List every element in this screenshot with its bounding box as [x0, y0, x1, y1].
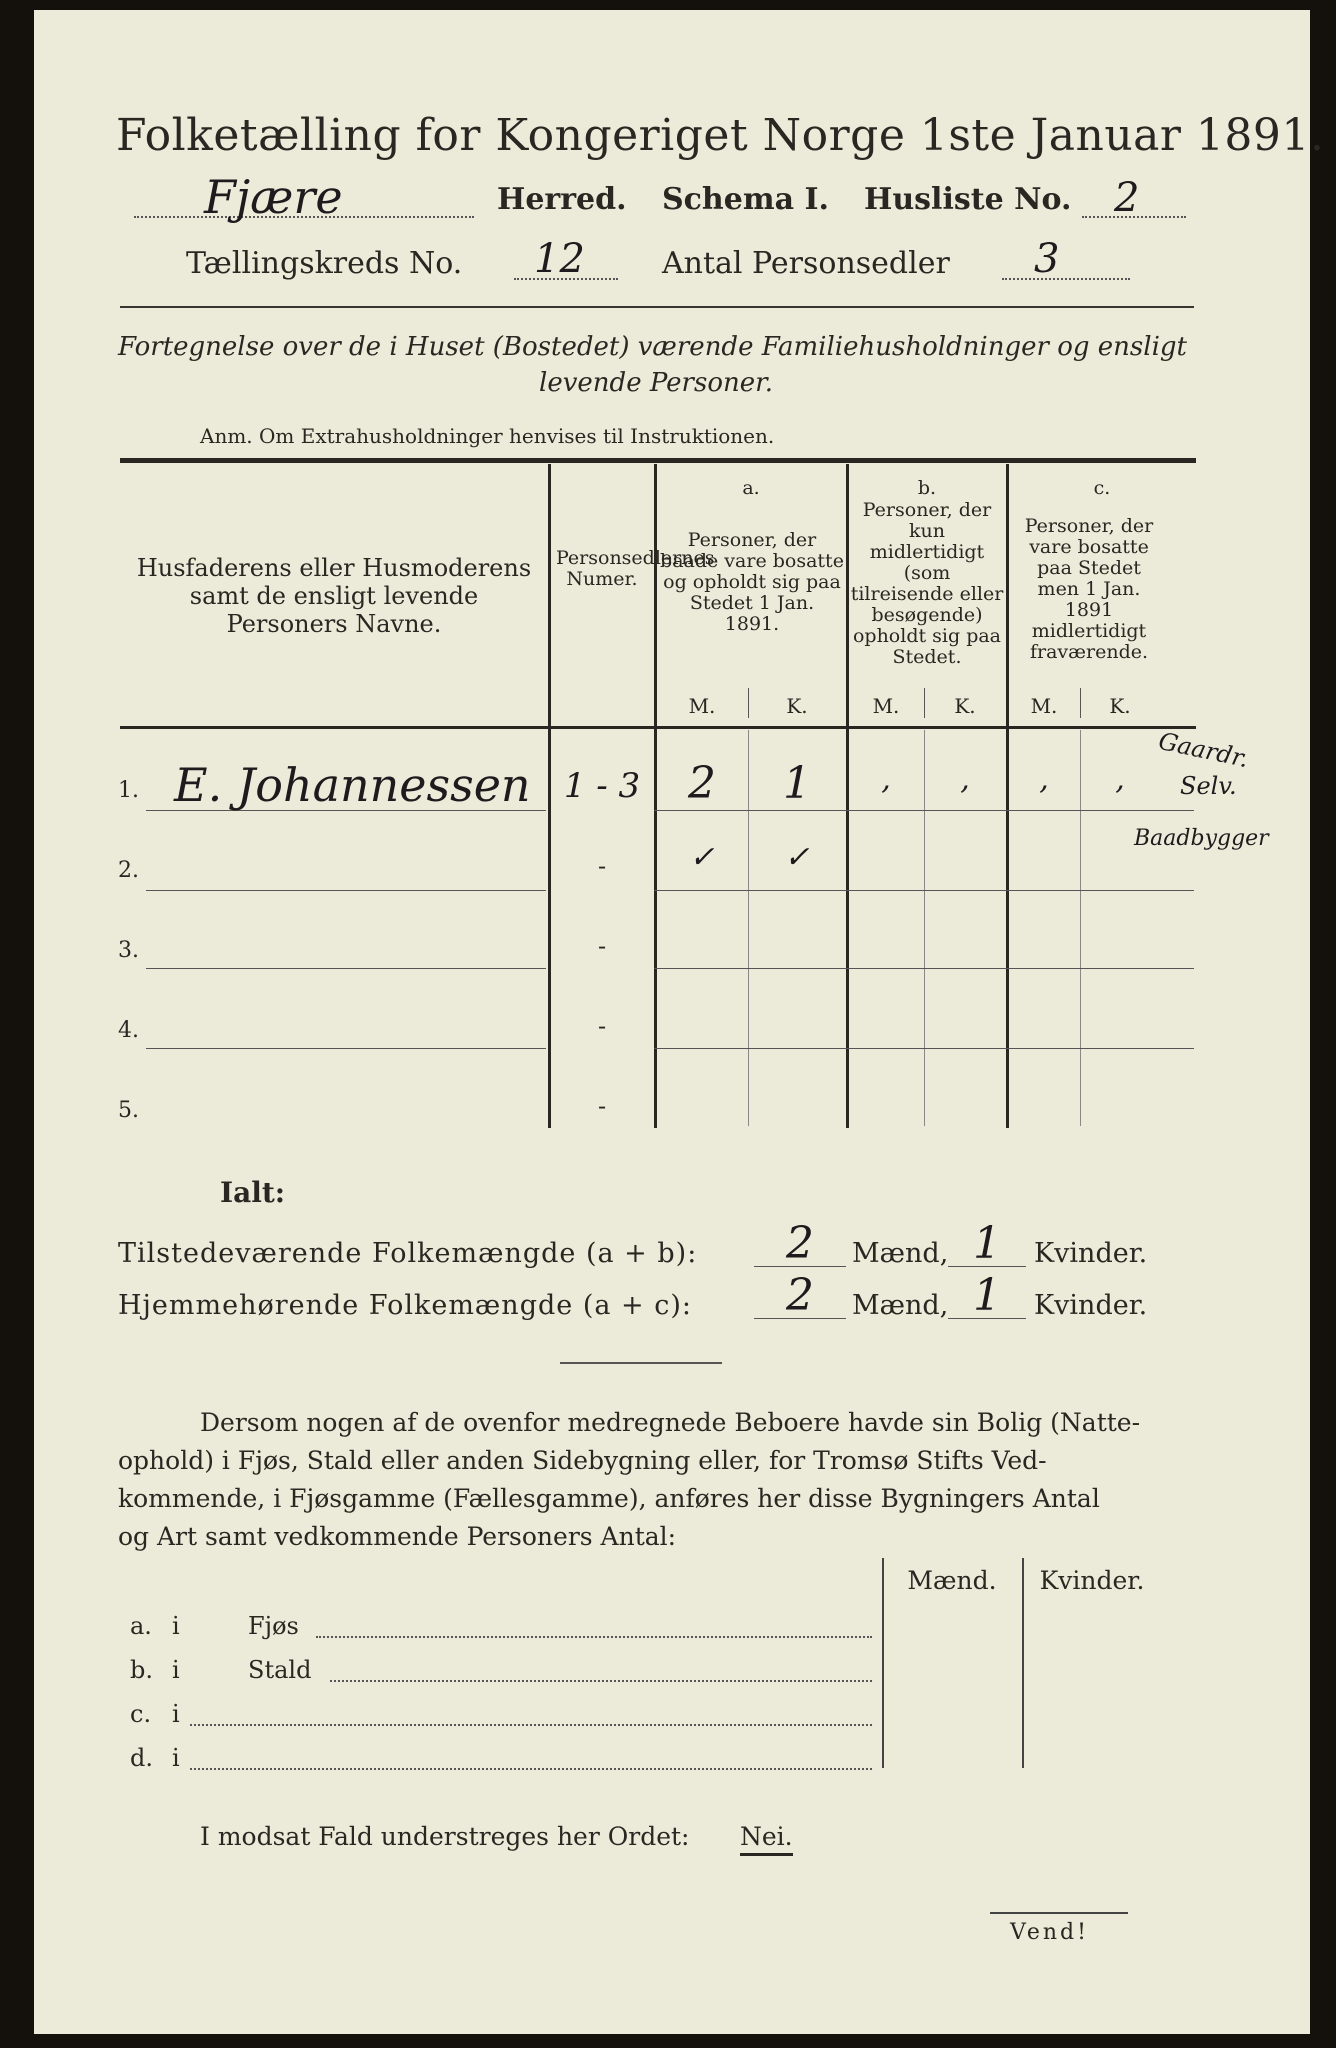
totals-line1-men: 2	[786, 1218, 814, 1269]
outbuildings-para-3: kommende, i Fjøsgamme (Fællesgamme), anføres her disse Bygningers Antal	[118, 1484, 1100, 1513]
col-header-a: Personer, der baade vare bosatte og opholdt sig paa Stedet 1 Jan. 1891.	[660, 529, 844, 635]
herred-label: Herred.	[497, 182, 627, 217]
row-2-numer: -	[597, 852, 607, 880]
schema-label: Schema I.	[662, 182, 829, 217]
col-header-b-letter: b.	[917, 477, 937, 499]
row-5-numer: -	[597, 1092, 607, 1120]
husliste-value: 2	[1114, 175, 1140, 221]
row-4-number: 4.	[118, 1018, 139, 1043]
col-header-b: Personer, der kun midlertidigt (som tilreisende eller besøgende) opholdt sig paa Stedet.	[850, 499, 1004, 668]
margin-note-baadbygger: Baadbygger	[1134, 826, 1269, 851]
margin-note-selv: Selv.	[1180, 772, 1237, 800]
outbuilding-b-prep: i	[172, 1656, 180, 1684]
header-rule	[120, 306, 1194, 308]
antal-value: 3	[1034, 236, 1060, 282]
outbuilding-a-letter: a.	[130, 1612, 152, 1640]
row-2-number: 2.	[118, 858, 139, 883]
col-header-names: Husfaderens eller Husmoderens samt de ensligt levende Personers Navne.	[136, 554, 532, 638]
outbuilding-c-prep: i	[172, 1700, 180, 1728]
sub-header-b-k: K.	[954, 694, 976, 718]
outbuilding-d-prep: i	[172, 1744, 180, 1772]
outbuilding-b-letter: b.	[130, 1656, 153, 1684]
col-header-c-letter: c.	[1093, 477, 1111, 499]
outbuilding-b-label: Stald	[248, 1656, 312, 1684]
row-1-c-m: ,	[1039, 762, 1049, 797]
totals-line1-women: 1	[973, 1218, 1001, 1269]
row-1-a-m: 2	[688, 758, 716, 809]
antal-label: Antal Personsedler	[662, 246, 950, 281]
husliste-label: Husliste No.	[864, 182, 1072, 217]
kreds-value: 12	[534, 236, 585, 282]
census-form	[34, 10, 1325, 2034]
sub-header-a-k: K.	[786, 694, 808, 718]
nei-word: Nei.	[740, 1822, 793, 1856]
row-3-number: 3.	[118, 938, 139, 963]
sub-header-a-m: M.	[688, 694, 716, 718]
totals-line2-label: Hjemmehørende Folkemængde (a + c):	[118, 1290, 692, 1321]
totals-line2-maend: Mænd,	[852, 1290, 949, 1321]
anm-note: Anm. Om Extrahusholdninger henvises til Instruktionen.	[200, 424, 775, 448]
vend-text: Vend!	[1010, 1920, 1089, 1945]
row-1-b-k: ,	[960, 762, 970, 797]
row-3-numer: -	[597, 932, 607, 960]
ialt-label: Ialt:	[220, 1176, 286, 1209]
intro-line1: Fortegnelse over de i Huset (Bostedet) værende Familiehusholdninger og ensligt	[118, 332, 1187, 362]
outbuilding-a-prep: i	[172, 1612, 180, 1640]
totals-line1-kvinder: Kvinder.	[1034, 1238, 1148, 1269]
row-5-number: 5.	[118, 1098, 139, 1123]
sub-header-b-m: M.	[872, 694, 900, 718]
outbuilding-d-letter: d.	[130, 1744, 153, 1772]
totals-line1-label: Tilstedeværende Folkemængde (a + b):	[118, 1238, 698, 1269]
row-2-a-m: ✓	[689, 840, 715, 875]
row-1-name: E. Johannessen	[174, 758, 531, 812]
outbuildings-para-4: og Art samt vedkommende Personers Antal:	[118, 1522, 677, 1551]
row-2-a-k: ✓	[784, 840, 810, 875]
row-1-c-k: ,	[1115, 762, 1125, 797]
outbuildings-para-2: ophold) i Fjøs, Stald eller anden Sidebygning eller, for Tromsø Stifts Ved-	[118, 1446, 1047, 1475]
totals-line2-women: 1	[973, 1270, 1001, 1321]
outbuilding-a-label: Fjøs	[248, 1612, 299, 1640]
col-header-c: Personer, der vare bosatte paa Stedet men 1 Jan. 1891 midlertidigt fraværende.	[1024, 515, 1154, 663]
totals-line2-men: 2	[786, 1270, 814, 1321]
form-title: Folketælling for Kongeriget Norge 1ste Januar 1891.	[116, 110, 1325, 161]
kreds-label: Tællingskreds No.	[186, 246, 463, 281]
modsat-text: I modsat Fald understreges her Ordet:	[200, 1822, 690, 1851]
outbuildings-para-1: Dersom nogen af de ovenfor medregnede Beboere havde sin Bolig (Natte-	[200, 1408, 1141, 1437]
outbuildings-col-kvinder: Kvinder.	[1039, 1566, 1145, 1595]
margin-note-gaardr: Gaardr.	[1156, 726, 1252, 774]
row-1-b-m: ,	[881, 762, 891, 797]
outbuildings-col-maend: Mænd.	[907, 1566, 997, 1595]
sub-header-c-m: M.	[1030, 694, 1058, 718]
separator-rule	[560, 1362, 722, 1364]
row-1-a-k: 1	[783, 758, 811, 809]
totals-line2-kvinder: Kvinder.	[1034, 1290, 1148, 1321]
totals-line1-maend: Mænd,	[852, 1238, 949, 1269]
row-1-number: 1.	[118, 778, 139, 803]
col-header-a-letter: a.	[742, 477, 760, 499]
sub-header-c-k: K.	[1109, 694, 1131, 718]
intro-line2: levende Personer.	[539, 368, 773, 398]
col-header-numer: Personsedlernes Numer.	[556, 547, 715, 590]
row-4-numer: -	[597, 1012, 607, 1040]
outbuilding-c-letter: c.	[130, 1700, 152, 1728]
row-1-numer: 1 - 3	[563, 766, 641, 806]
herred-value: Fjære	[204, 170, 343, 224]
